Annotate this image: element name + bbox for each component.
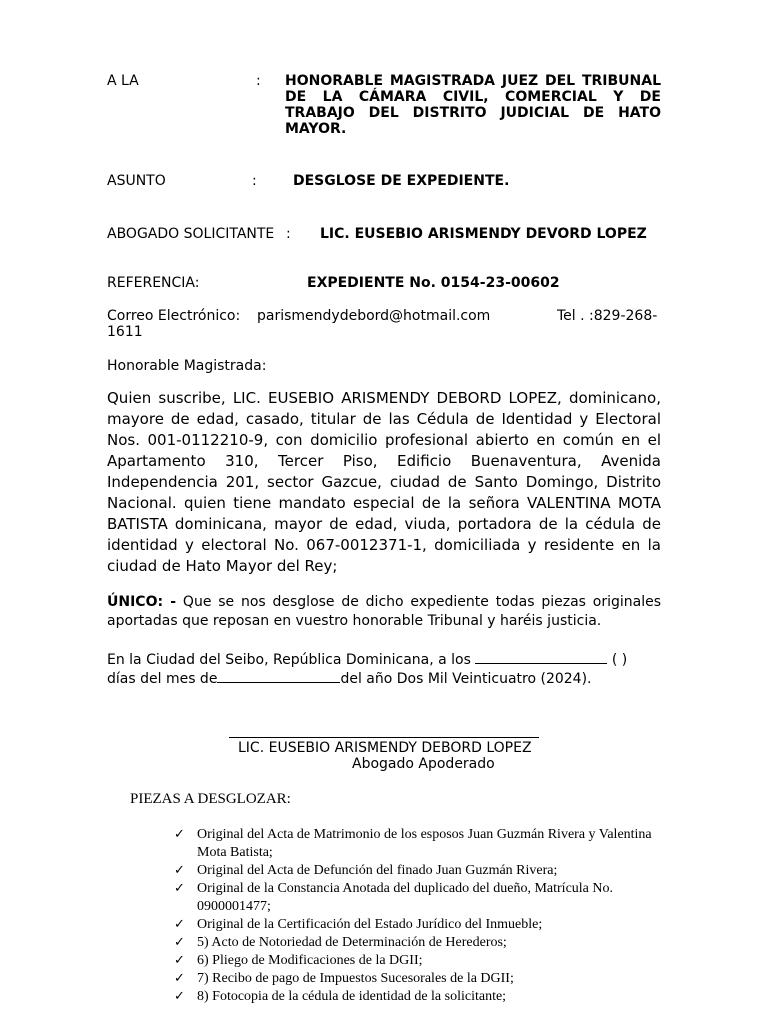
check-icon: ✓ xyxy=(174,971,185,986)
check-icon: ✓ xyxy=(174,881,185,896)
piezas-list xyxy=(174,826,660,1006)
correo-label: Correo Electrónico: xyxy=(107,308,241,324)
list-item: ✓ 7) Recibo de pago de Impuestos Sucesorales de la DGII; xyxy=(174,971,514,986)
closing-line-2 xyxy=(107,669,661,689)
list-item: ✓ Original del Acta de Defunción del finado Juan Guzmán Rivera; xyxy=(174,863,558,878)
closing-parens: ( ) xyxy=(611,652,628,668)
abogado-colon: : xyxy=(286,226,291,242)
addressee-line: TRABAJO DEL DISTRITO JUDICIAL DE HATO xyxy=(285,105,661,121)
piezas-heading: PIEZAS A DESGLOZAR: xyxy=(130,791,291,807)
list-item: ✓ Original de la Certificación del Estado Jurídico del Inmueble; xyxy=(174,917,543,932)
asunto-label: ASUNTO xyxy=(107,173,166,189)
check-icon: ✓ xyxy=(174,989,185,1004)
referencia-label: REFERENCIA: xyxy=(107,275,200,291)
addressee-line: MAYOR. xyxy=(285,121,347,137)
list-item: ✓ 5) Acto de Notoriedad de Determinación de Herederos; xyxy=(174,935,507,950)
asunto-colon: : xyxy=(252,173,257,189)
tel-continuation: 1611 xyxy=(107,324,143,340)
closing-text: En la Ciudad del Seibo, República Dominicana, a los xyxy=(107,652,471,668)
signature-title: Abogado Apoderado xyxy=(352,756,495,772)
addressee-line: HONORABLE MAGISTRADA JUEZ DEL TRIBUNAL xyxy=(285,73,661,89)
abogado-value: LIC. EUSEBIO ARISMENDY DEVORD LOPEZ xyxy=(320,226,647,242)
check-icon: ✓ xyxy=(174,863,185,878)
check-icon: ✓ xyxy=(174,827,185,842)
check-icon: ✓ xyxy=(174,917,185,932)
to-colon: : xyxy=(256,73,261,89)
closing-text: días del mes de xyxy=(107,671,218,687)
list-item: ✓ Original de la Constancia Anotada del duplicado del dueño, Matrícula No. 0900001477; xyxy=(174,881,613,914)
salutation: Honorable Magistrada: xyxy=(107,358,267,374)
list-item: ✓ 6) Pliego de Modificaciones de la DGII; xyxy=(174,953,423,968)
list-item: ✓ Original del Acta de Matrimonio de los esposos Juan Guzmán Rivera y Valentina Mota Batista; xyxy=(174,827,652,860)
main-paragraph: Quien suscribe, LIC. EUSEBIO ARISMENDY DEBORD LOPEZ, dominicano, mayore de edad, casado, titular de las Cédula de Identidad y Electoral Nos. 001-0112210-9, con domicilio profesional abierto en común en el Apartamento 310, Tercer Piso, Edificio Buenaventura, Avenida Independencia 201, sector Gazcue, ciudad de Santo Domingo, Distrito Nacional. quien tiene mandato especial de la señora VALENTINA MOTA BATISTA dominicana, mayor de edad, viuda, portadora de la cédula de identidad y electoral No. 067-0012371-1, domiciliada y residente en la ciudad de Hato Mayor del Rey; xyxy=(107,389,661,575)
closing-text: del año Dos Mil Veinticuatro (2024). xyxy=(340,671,592,687)
to-label: A LA xyxy=(107,73,139,89)
tel-value: Tel . :829-268- xyxy=(557,308,658,324)
unico-text: Que se nos desglose de dicho expediente todas piezas originales aportadas que reposan en vuestro honorable Tribunal y haréis justicia. xyxy=(107,594,661,629)
addressee-line: DE LA CÁMARA CIVIL, COMERCIAL Y DE xyxy=(285,89,661,105)
list-item: ✓ 8) Fotocopia de la cédula de identidad de la solicitante; xyxy=(174,989,507,1004)
unico-paragraph xyxy=(107,593,661,631)
addressee-block xyxy=(285,73,661,137)
signature-line xyxy=(229,737,539,738)
correo-value: parismendydebord@hotmail.com xyxy=(257,308,491,324)
month-blank xyxy=(217,669,340,683)
signature-name: LIC. EUSEBIO ARISMENDY DEBORD LOPEZ xyxy=(238,740,532,756)
unico-label: ÚNICO: - xyxy=(107,594,177,610)
check-icon: ✓ xyxy=(174,935,185,950)
day-blank xyxy=(475,650,607,664)
abogado-label: ABOGADO SOLICITANTE xyxy=(107,226,275,242)
closing-line-1 xyxy=(107,650,661,670)
asunto-value: DESGLOSE DE EXPEDIENTE. xyxy=(293,173,510,189)
referencia-value: EXPEDIENTE No. 0154-23-00602 xyxy=(307,275,560,291)
check-icon: ✓ xyxy=(174,953,185,968)
